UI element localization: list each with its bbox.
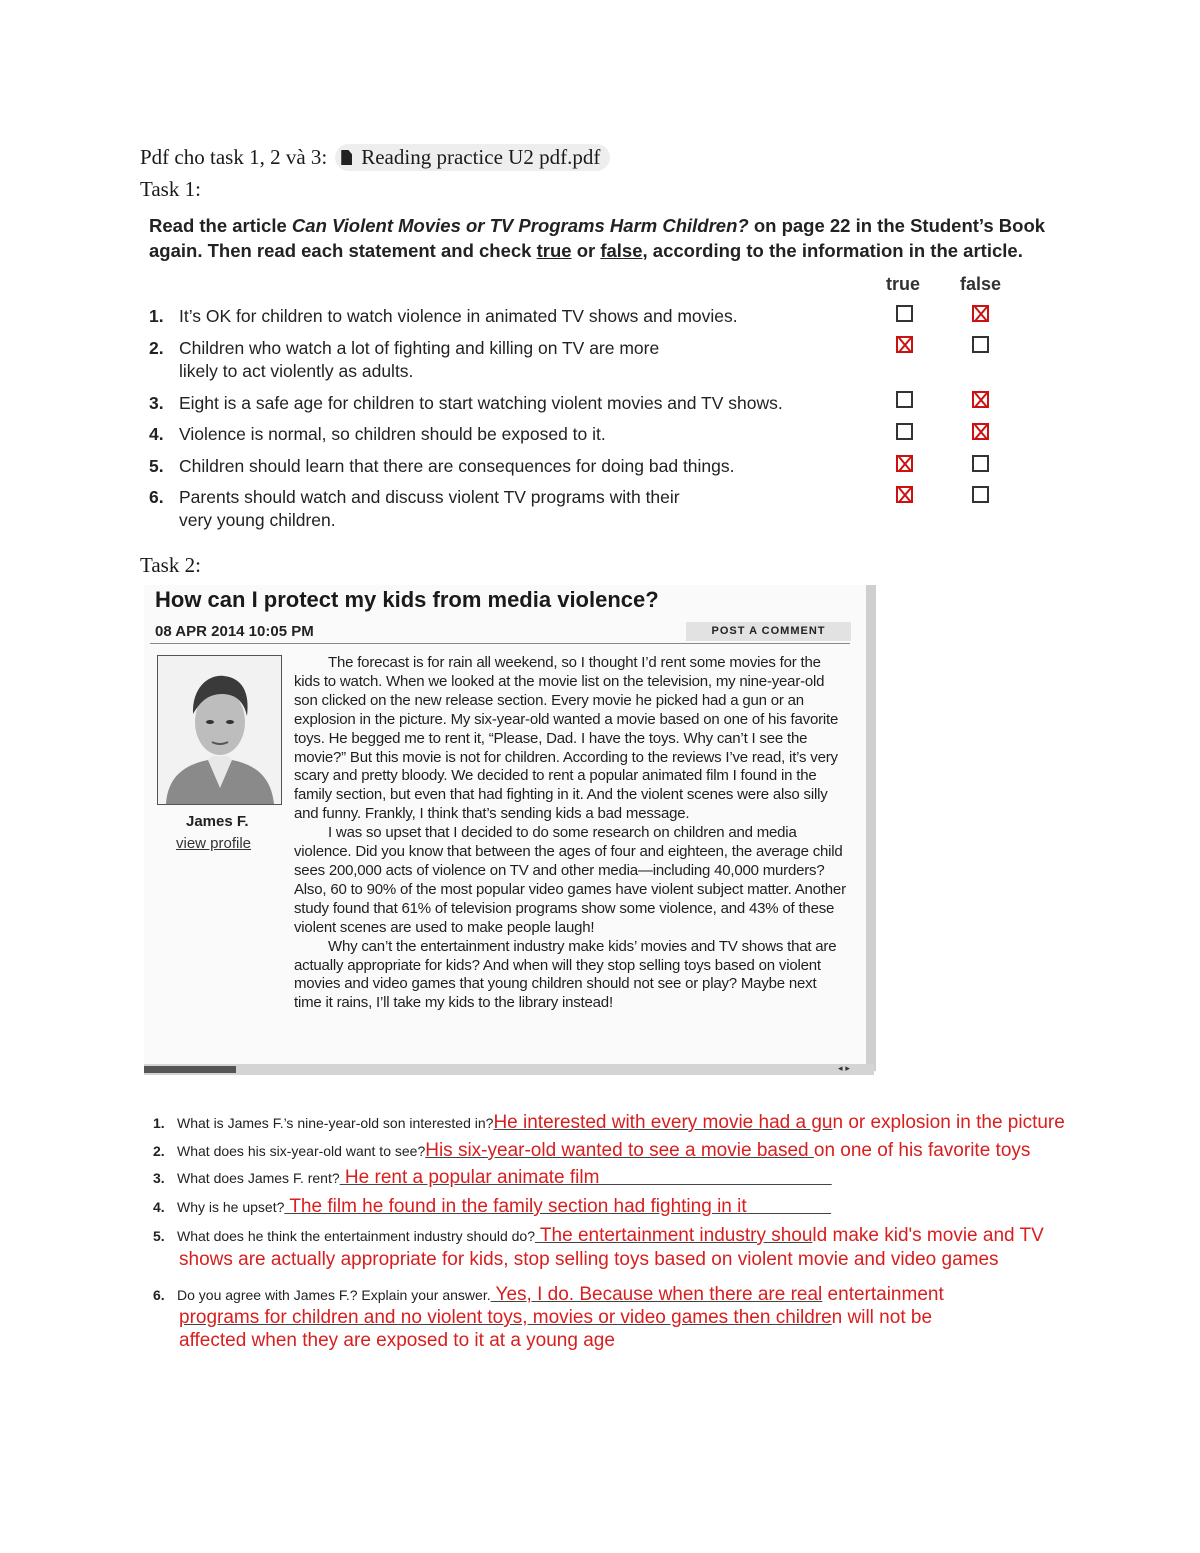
question-text: What does James F. rent? (177, 1170, 340, 1186)
blog-title: How can I protect my kids from media violence? (155, 587, 659, 612)
scrollbar-thumb[interactable] (144, 1066, 236, 1073)
statement-text: Parents should watch and discuss violent TV programs with their (179, 487, 680, 507)
instr-true-word: true (536, 240, 572, 261)
checkbox-1-true[interactable] (896, 305, 913, 322)
header-line (140, 144, 610, 171)
instr-text: Read the article (149, 215, 292, 236)
task1-label: Task 1: (140, 177, 201, 201)
answer-text[interactable]: entertainment (822, 1284, 944, 1305)
answer-text[interactable]: His six-year-old wanted to see a movie based (425, 1140, 814, 1161)
task1-instruction (149, 213, 1069, 263)
question-3 (153, 1167, 832, 1189)
statement-6 (149, 486, 680, 532)
statement-3 (149, 392, 783, 415)
statement-4 (149, 423, 606, 446)
question-number: 4. (153, 1199, 165, 1215)
article-title: Can Violent Movies or TV Programs Harm Children? (291, 215, 749, 236)
blog-paragraph: The forecast is for rain all weekend, so I thought I’d rent some movies for the kids to watch. When we looked at the movie list on the television, my nine-year-old son clicked on the new release section. Every movie he picked had a gun or an explosion in the picture. My six-year-old wanted a movie based on one of his favorite toys. He begged me to rent it, “Please, Dad. I have the toys. Why can’t I see the movie?” But this movie is not for children. According to the reviews I’ve read, it’s very scary and pretty bloody. We decided to rent a popular animated film I found in the family section, but even that had fighting in it. And the violent scenes were also silly and funny. Frankly, I think that’s sending kids a bad message. (294, 654, 839, 823)
checkbox-6-false[interactable] (972, 486, 989, 503)
answer-text[interactable]: The film he found in the family section had fighting in it (284, 1196, 747, 1217)
view-profile-link[interactable]: view profile (176, 835, 252, 852)
post-comment-button[interactable]: POST A COMMENT (686, 622, 851, 641)
checkbox-3-false[interactable] (972, 391, 989, 408)
answer-6-line3[interactable]: affected when they are exposed to it at a young age (179, 1330, 615, 1351)
statement-number: 4. (149, 424, 164, 444)
author-photo (157, 655, 282, 805)
blog-date: 08 APR 2014 10:05 PM (155, 623, 314, 640)
answer-text[interactable]: n or explosion in the picture (832, 1112, 1065, 1133)
statement-5 (149, 455, 735, 478)
file-name[interactable]: Reading practice U2 pdf.pdf (361, 145, 601, 169)
statement-text: It’s OK for children to watch violence in animated TV shows and movies. (179, 306, 738, 326)
divider (150, 643, 850, 644)
horizontal-scrollbar[interactable] (144, 1064, 874, 1075)
column-header-false: false (960, 274, 1002, 294)
answer-text[interactable]: on one of his favorite toys (813, 1140, 1031, 1161)
question-text: Why is he upset? (177, 1199, 285, 1215)
statement-number: 3. (149, 393, 164, 413)
instr-text: on page 22 in the Student’s Book (748, 215, 1046, 236)
statement-text: very young children. (179, 510, 336, 530)
checkbox-5-true[interactable] (896, 455, 913, 472)
scroll-arrows-icon[interactable]: ◂ ▸ (838, 1064, 850, 1074)
statement-number: 5. (149, 456, 164, 476)
statement-text: Eight is a safe age for children to start watching violent movies and TV shows. (179, 393, 783, 413)
checkbox-5-false[interactable] (972, 455, 989, 472)
answer-text[interactable]: Yes, I do. Because when there are real (490, 1284, 823, 1305)
answer-6-line2[interactable] (179, 1307, 932, 1329)
checkbox-2-false[interactable] (972, 336, 989, 353)
checkbox-4-false[interactable] (972, 423, 989, 440)
question-number: 3. (153, 1170, 165, 1186)
question-4 (153, 1196, 831, 1218)
question-text: What is James F.’s nine-year-old son interested in? (177, 1115, 494, 1131)
header-prefix: Pdf cho task 1, 2 và 3: (140, 145, 328, 169)
checkbox-6-true[interactable] (896, 486, 913, 503)
statement-text: Children should learn that there are consequences for doing bad things. (179, 456, 735, 476)
statement-number: 2. (149, 338, 164, 358)
statement-1 (149, 305, 738, 328)
portrait-image (158, 656, 281, 804)
checkbox-1-false[interactable] (972, 305, 989, 322)
task2-label: Task 2: (140, 553, 201, 577)
question-text: Do you agree with James F.? Explain your answer. (177, 1287, 491, 1303)
answer-text[interactable]: programs for children and no violent toys, movies or video games then childre (179, 1307, 832, 1328)
checkbox-4-true[interactable] (896, 423, 913, 440)
checkbox-2-true[interactable] (896, 336, 913, 353)
statement-text: Children who watch a lot of fighting and killing on TV are more (179, 338, 660, 358)
answer-text[interactable]: ld make kid's movie and TV (812, 1225, 1044, 1246)
column-header-true: true (886, 274, 921, 294)
instr-text: again. Then read each statement and check (149, 240, 537, 261)
document-icon (341, 150, 352, 165)
instr-text: according to the information in the article. (647, 240, 1023, 261)
question-number: 1. (153, 1115, 165, 1131)
instr-false-word: false, (600, 240, 648, 261)
checkbox-3-true[interactable] (896, 391, 913, 408)
question-text: What does his six-year-old want to see? (177, 1143, 426, 1159)
statement-2 (149, 337, 659, 383)
answer-text[interactable]: He rent a popular animate film (339, 1167, 600, 1188)
question-6 (153, 1284, 944, 1306)
question-number: 2. (153, 1143, 165, 1159)
answer-text[interactable]: The entertainment industry shou (535, 1225, 813, 1246)
question-number: 5. (153, 1228, 165, 1244)
answer-blank-line (599, 1167, 831, 1188)
question-1 (153, 1112, 1065, 1134)
blog-paragraph: Why can’t the entertainment industry make kids’ movies and TV shows that are actually appropriate for kids? And when will they stop selling toys based on violent movies and video games that young children should not see or play? Maybe next time it rains, I’ll take my kids to the library instead! (294, 937, 837, 1012)
file-link-chip[interactable] (335, 144, 610, 171)
vertical-scrollbar[interactable] (866, 585, 876, 1071)
answer-blank-line (747, 1196, 831, 1217)
statement-number: 1. (149, 306, 164, 326)
author-name: James F. (186, 813, 249, 830)
statement-number: 6. (149, 487, 164, 507)
answer-text[interactable]: He interested with every movie had a gu (493, 1112, 833, 1133)
statement-text: likely to act violently as adults. (179, 361, 414, 381)
question-text: What does he think the entertainment industry should do? (177, 1228, 535, 1244)
statement-text: Violence is normal, so children should be exposed to it. (179, 424, 606, 444)
instr-text: or (571, 240, 601, 261)
blog-paragraph: I was so upset that I decided to do some research on children and media violence. Did you know that between the ages of four and eighteen, the average child sees 200,000 acts of violence on TV and other media—including 40,000 murders? Also, 60 to 90% of the most popular video games have violent subject matter. Another study found that 61% of television programs show some violence, and 43% of these violent scenes are used to make people laugh! (294, 824, 846, 936)
question-number: 6. (153, 1287, 165, 1303)
answer-5-line2[interactable]: shows are actually appropriate for kids, stop selling toys based on violent movie and video games (179, 1249, 999, 1270)
question-2 (153, 1140, 1030, 1162)
answer-text[interactable]: n will not be (831, 1307, 933, 1328)
question-5 (153, 1225, 1044, 1247)
blog-body (294, 654, 846, 1013)
